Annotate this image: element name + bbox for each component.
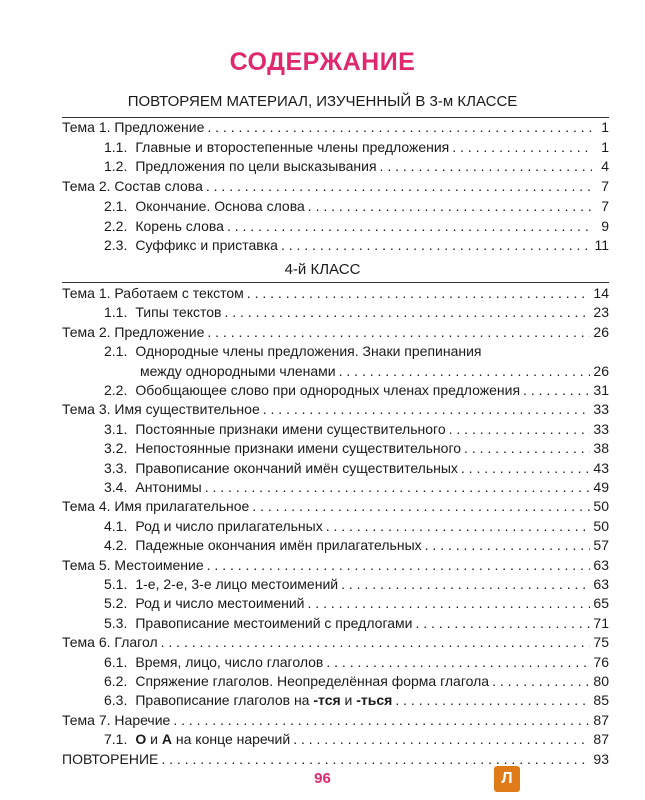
leader-dots [492, 672, 590, 690]
toc-entry-number: 4.1. [104, 517, 128, 534]
toc-entry-number: 2.2. [104, 217, 128, 234]
toc-entry-page: 49 [593, 479, 609, 495]
toc-entry-page: 7 [601, 197, 609, 214]
toc-entry-title: Обобщающее слово при однородных членах предложения [135, 382, 521, 398]
leader-dots [308, 197, 592, 215]
toc-entry-number: 3.3. [104, 459, 128, 476]
leader-dots [452, 138, 592, 156]
leader-dots [161, 750, 590, 768]
toc-entry-page: 80 [593, 673, 609, 689]
toc-entry-title: Главные и второстепенные члены предложения [135, 138, 450, 155]
toc-entry-number: 1.1. [104, 304, 128, 321]
toc-entry-title: Тема 1. Работаем с текстом [62, 285, 244, 301]
toc-entry-title: Однородные члены предложения. Знаки препинания [135, 343, 482, 360]
leader-dots [252, 497, 590, 515]
leader-dots [207, 118, 592, 136]
toc-entry-number: 5.2. [104, 595, 128, 612]
toc-entry-page: 63 [593, 556, 609, 573]
toc-entry-title: Типы текстов [135, 304, 222, 321]
leader-dots [173, 711, 590, 729]
toc-entry-page: 43 [593, 459, 609, 476]
toc-entry-page: 63 [593, 576, 609, 592]
toc-entry-page: 11 [594, 237, 609, 254]
toc-entry-number: 5.3. [104, 614, 128, 631]
toc-entry-page: 38 [593, 440, 609, 457]
toc-entry-title: Правописание местоимений с предлогами [135, 614, 413, 631]
toc-entry-title: Окончание. Основа слова [135, 197, 305, 214]
litres-logo-icon: Л [494, 766, 520, 792]
leader-dots [339, 362, 591, 380]
toc-entry-title: Тема 1. Предложение [62, 119, 205, 135]
toc-entry [62, 556, 609, 574]
toc-entry-page: 87 [593, 711, 609, 728]
toc-entry-number: 2.2. [104, 382, 128, 398]
toc-entry-title: Падежные окончания имён прилагательных [135, 537, 422, 554]
toc-subentry [104, 691, 609, 709]
toc-entry [62, 118, 609, 136]
divider [62, 282, 609, 283]
toc-entry [62, 323, 609, 341]
leader-dots [464, 439, 590, 457]
leader-dots [326, 653, 590, 671]
leader-dots [247, 284, 591, 302]
section-header-grade3: ПОВТОРЯЕМ МАТЕРИАЛ, ИЗУЧЕННЫЙ В 3-м КЛАССЕ [127, 93, 518, 110]
toc-entry-title: Правописание глаголов на -тся и -ться [135, 692, 393, 709]
toc-entry-title: Тема 2. Предложение [62, 323, 205, 340]
leader-dots [425, 536, 591, 554]
toc-subentry [104, 672, 609, 690]
leader-dots [281, 236, 592, 254]
leader-dots [227, 217, 592, 235]
toc-entry-number: 6.1. [104, 653, 128, 670]
toc-subentry [104, 381, 609, 399]
toc-entry-page: 71 [593, 614, 609, 631]
toc-subentry [104, 157, 609, 175]
toc-entry-title: Тема 2. Состав слова [62, 178, 203, 195]
toc-entry-number: 2.3. [104, 237, 128, 254]
toc-entry-page: 7 [601, 178, 609, 195]
toc-entry-page: 50 [593, 498, 609, 515]
toc-entry-number: 1.1. [104, 138, 128, 155]
leader-dots [341, 575, 590, 593]
leader-dots [161, 633, 591, 651]
toc-entry-title: Тема 6. Глагол [62, 634, 158, 651]
leader-dots [207, 556, 591, 574]
toc-entry-page: 93 [593, 750, 609, 767]
toc-entry-page: 33 [593, 401, 609, 418]
leader-dots [207, 323, 590, 341]
toc-entry-page: 31 [593, 382, 609, 398]
leader-dots [206, 177, 592, 195]
toc-entry [62, 633, 609, 651]
leader-dots [308, 594, 591, 612]
leader-dots [449, 420, 591, 438]
toc-entry-page: 14 [593, 285, 609, 301]
leader-dots [523, 381, 590, 399]
leader-dots [326, 517, 591, 535]
toc-entry-page: 23 [593, 304, 609, 321]
toc-entry-title: Спряжение глаголов. Неопределённая форма глагола [135, 673, 490, 689]
toc-subentry [104, 614, 609, 632]
toc-subentry [104, 459, 609, 477]
toc-entry-title: Правописание окончаний имён существительных [135, 459, 458, 476]
toc-subentry [104, 439, 609, 457]
toc-entry-title: Предложения по цели высказывания [135, 158, 377, 175]
leader-dots [224, 303, 590, 321]
toc-subentry [104, 653, 609, 671]
toc-entry-page: 50 [593, 517, 609, 534]
toc-entry-number: 7.1. [104, 731, 128, 748]
toc-subentry [104, 236, 609, 254]
toc-entry-title: между однородными членами [140, 362, 336, 379]
toc-subentry [104, 342, 609, 360]
leader-dots [461, 459, 591, 477]
leader-dots [380, 157, 592, 175]
toc-entry-title: Тема 5. Местоимение [62, 556, 204, 573]
toc-entry [62, 711, 609, 729]
toc-entry-title: ПОВТОРЕНИЕ [62, 750, 159, 767]
toc-entry-page: 75 [593, 634, 609, 651]
toc-subentry [104, 594, 609, 612]
toc-entry-page: 4 [601, 158, 609, 175]
toc-entry-title: Тема 3. Имя существительное [62, 401, 260, 418]
toc-subentry [104, 217, 609, 235]
toc-entry-page: 33 [593, 420, 609, 437]
toc-entry-title: Непостоянные признаки имени существительного [135, 440, 462, 457]
toc-entry-title: О и А на конце наречий [135, 731, 291, 748]
toc-entry-page: 87 [593, 731, 609, 748]
toc-entry-number: 2.1. [104, 343, 128, 360]
toc-entry-title: Антонимы [135, 479, 202, 495]
toc-entry-title: Род и число прилагательных [135, 517, 323, 534]
toc-entry [62, 497, 609, 515]
toc-entry-number: 3.1. [104, 420, 128, 437]
toc-entry-page: 26 [593, 323, 609, 340]
toc-entry-title: Постоянные признаки имени существительного [135, 420, 446, 437]
toc-entry-page: 57 [593, 537, 609, 554]
leader-dots [415, 614, 590, 632]
page-number: 96 [314, 770, 331, 787]
toc-entry-number: 2.1. [104, 197, 128, 214]
toc-entry [62, 750, 609, 768]
toc-entry-title: Тема 4. Имя прилагательное [62, 498, 250, 515]
toc-entry-title: Род и число местоимений [135, 595, 305, 612]
leader-dots [293, 730, 590, 748]
leader-dots [205, 478, 591, 496]
toc-subentry [104, 536, 609, 554]
toc-subentry [104, 362, 609, 380]
leader-dots [395, 691, 590, 709]
toc-entry-page: 1 [601, 119, 609, 135]
toc-entry-title: Время, лицо, число глаголов [135, 653, 324, 670]
toc-entry-page: 1 [601, 138, 609, 155]
toc-entry-number: 6.3. [104, 692, 128, 709]
toc-subentry [104, 303, 609, 321]
toc-subentry [104, 197, 609, 215]
toc-subentry [104, 420, 609, 438]
toc-entry [62, 177, 609, 195]
toc-entry-page: 65 [593, 595, 609, 612]
toc-subentry [104, 730, 609, 748]
toc-entry-number: 3.4. [104, 479, 128, 495]
toc-subentry [104, 138, 609, 156]
toc-entry-title: 1-е, 2-е, 3-е лицо местоимений [135, 576, 339, 592]
toc-entry-page: 76 [593, 653, 609, 670]
toc-entry [62, 284, 609, 302]
toc-entry-number: 6.2. [104, 673, 128, 689]
toc-entry-number: 3.2. [104, 440, 128, 457]
toc-subentry [104, 575, 609, 593]
toc-subentry [104, 478, 609, 496]
toc-entry-page: 9 [601, 217, 609, 234]
toc-entry-title: Корень слова [135, 217, 224, 234]
toc-entry-number: 5.1. [104, 576, 128, 592]
toc-entry-title: Суффикс и приставка [135, 237, 278, 254]
toc-entry-page: 85 [593, 692, 609, 709]
page-title: СОДЕРЖАНИЕ [229, 48, 416, 76]
toc-entry-number: 4.2. [104, 537, 128, 554]
toc-subentry [104, 517, 609, 535]
leader-dots [263, 400, 591, 418]
toc-entry-page: 26 [593, 362, 609, 379]
toc-entry [62, 400, 609, 418]
toc-entry-title: Тема 7. Наречие [62, 711, 171, 728]
section-header-grade4: 4-й КЛАСС [284, 261, 361, 278]
toc-entry-number: 1.2. [104, 158, 128, 175]
